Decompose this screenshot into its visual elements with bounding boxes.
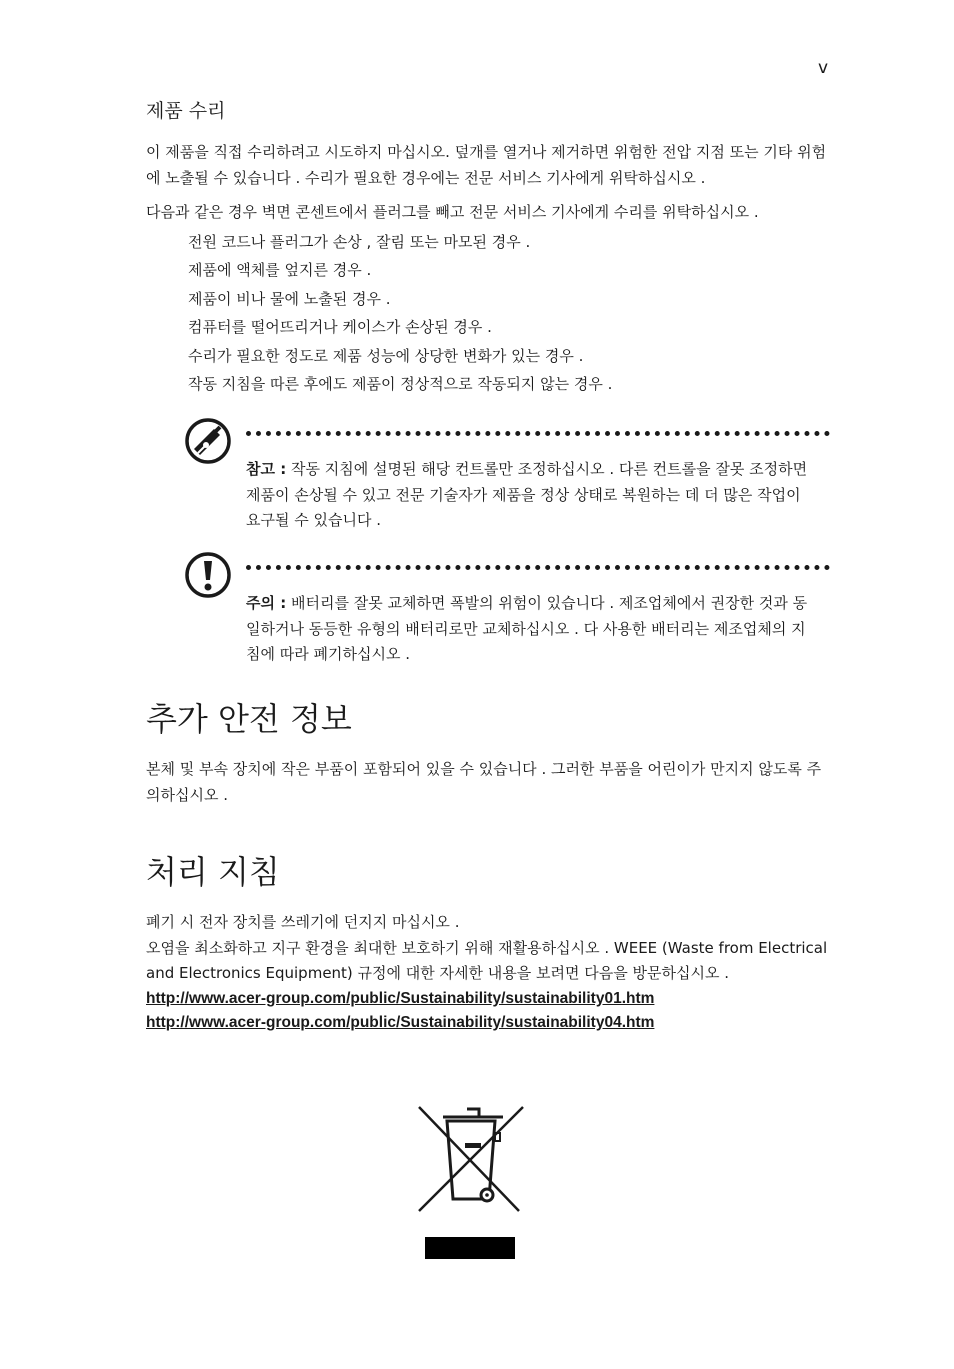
note-text: 작동 지침에 설명된 해당 컨트롤만 조정하십시오 . 다른 컨트롤을 잘못 조정하면 제품이 손상될 수 있고 전문 기술자가 제품을 정상 상태로 복원하는 데 더 많은 작업이 요구될 수 있습니다 . [246,460,808,530]
sustainability04-link[interactable]: http://www.acer-group.com/public/Sustainability/sustainability04.htm [146,1013,655,1031]
disposal-heading: 처리 지침 [146,853,280,892]
caution-text: 배터리를 잘못 교체하면 폭발의 위험이 있습니다 . 제조업체에서 권장한 것과 동일하거나 동등한 유형의 배터리로만 교체하십시오 . 다 사용한 배터리는 제조업체의 지침에 따라 폐기하십시오 . [246,594,808,664]
page-content [146,96,830,1035]
disposal-line-2: 오염을 최소화하고 지구 환경을 최대한 보호하기 위해 재활용하십시오 . WEEE (Waste from Electrical and Electronics Equipment) 규정에 대한 자세한 내용을 보려면 다음을 방문하십시오 . [146,938,828,983]
list-item: 작동 지침을 따른 후에도 제품이 정상적으로 작동되지 않는 경우 . [188,375,613,394]
repair-warning-paragraph: 이 제품을 직접 수리하려고 시도하지 마십시오. 덮개를 열거나 제거하면 위험한 전압 지점 또는 기타 위험에 노출될 수 있습니다 . 수리가 필요한 경우에는 전문 서비스 기사에게 위탁하십시오 . [146,143,827,187]
caution-label: 주의 : [246,594,287,613]
disposal-line-1: 폐기 시 전자 장치를 쓰레기에 던지지 마십시오 . [146,913,460,932]
list-item: 제품에 액체를 엎지른 경우 . [188,261,372,280]
disposal-links [146,987,830,1035]
page-number: v [818,58,829,78]
note-label: 참고 : [246,460,287,479]
exclamation-icon [184,551,232,599]
note-box [146,417,830,547]
list-item: 컴퓨터를 떨어뜨리거나 케이스가 손상된 경우 . [188,318,492,337]
repair-conditions-list [146,228,830,400]
caution-divider [246,565,830,570]
list-item: 전원 코드나 플러그가 손상 , 잘림 또는 마모된 경우 . [188,232,531,251]
sustainability01-link[interactable]: http://www.acer-group.com/public/Sustainability/sustainability01.htm [146,989,655,1007]
list-item: 수리가 필요한 정도로 제품 성능에 상당한 변화가 있는 경우 . [188,346,584,365]
note-divider [246,431,830,436]
safety-heading: 추가 안전 정보 [146,700,352,739]
list-item: 제품이 비나 물에 노출된 경우 . [188,289,391,308]
repair-conditions-intro: 다음과 같은 경우 벽면 콘센트에서 플러그를 빼고 전문 서비스 기사에게 수리를 위탁하십시오 . [146,203,759,221]
repair-heading: 제품 수리 [146,100,226,122]
safety-paragraph: 본체 및 부속 장치에 작은 부품이 포함되어 있을 수 있습니다 . 그러한 부품을 어린이가 만지지 않도록 주의하십시오 . [146,760,822,804]
caution-box [146,551,830,681]
pen-icon [184,417,232,465]
crossed-out-wheelie-bin-icon [415,1103,527,1265]
